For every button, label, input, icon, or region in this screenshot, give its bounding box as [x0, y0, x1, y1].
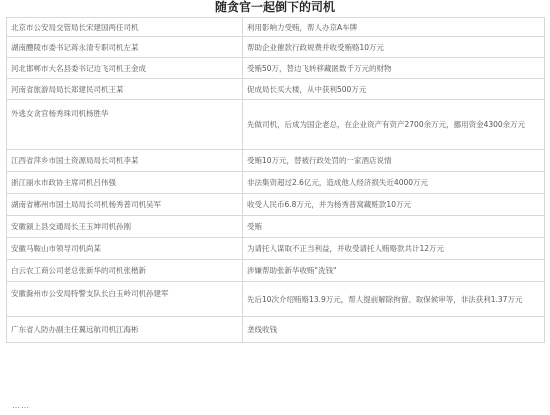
- table-row: [7, 79, 545, 100]
- detail-cell: 利用影响力受贿，帮人办京A车牌: [243, 18, 545, 37]
- driver-name-cell: 湖南省郴州市国土局局长司机杨秀普司机吴军: [7, 194, 243, 216]
- ellipsis: ……: [12, 401, 30, 410]
- detail-cell: 受贿50万，替边飞转移藏匿数千万元的财物: [243, 58, 545, 79]
- detail-cell: 收受人民币6.8万元，并为杨秀普窝藏赃款10万元: [243, 194, 545, 216]
- driver-name-cell: 安徽马鞍山市领导司机尚某: [7, 238, 243, 260]
- table-row: [7, 150, 545, 172]
- detail-cell: 促成局长买大楼，从中获利500万元: [243, 79, 545, 100]
- driver-name-cell: 北京市公安局交管局长宋建国两任司机: [7, 18, 243, 37]
- detail-cell: 垄线收钱: [243, 317, 545, 343]
- driver-name-cell: 河北邯郸市大名县委书记边飞司机王金成: [7, 58, 243, 79]
- detail-cell: 受贿: [243, 216, 545, 238]
- detail-cell: 先后10次介绍贿赂13.9万元，帮人提前解除拘留、取保候审等，非法获利1.37万元: [243, 282, 545, 317]
- table-row: [7, 216, 545, 238]
- table-row: [7, 282, 545, 317]
- table-row: [7, 18, 545, 37]
- table-row: [7, 58, 545, 79]
- driver-table: [6, 17, 545, 343]
- detail-cell: 涉嫌帮助张新华收贿"洗钱": [243, 260, 545, 282]
- page-title: 随贪官一起倒下的司机: [214, 0, 335, 14]
- detail-cell: 帮助企业催款行政规费并收受贿赂10万元: [243, 37, 545, 58]
- table-row: [7, 194, 545, 216]
- table-row: [7, 37, 545, 58]
- driver-name-cell: 白云农工商公司老总张新华的司机张楷新: [7, 260, 243, 282]
- table-row: [7, 100, 545, 150]
- driver-name-cell: 湖南醴陵市委书记蒋永清专职司机左某: [7, 37, 243, 58]
- detail-cell: 为请托人谋取不正当利益，并收受请托人贿赂款共计12万元: [243, 238, 545, 260]
- driver-name-cell: 江西省萍乡市国土资源局局长司机李某: [7, 150, 243, 172]
- detail-cell: 先做司机，后成为国企老总，在企业资产有资产2700余万元，挪用资金4300余万元: [243, 100, 545, 150]
- driver-name-cell: 安徽颍上县交通局长王玉坤司机孙刚: [7, 216, 243, 238]
- driver-name-cell: 浙江丽水市政协主席司机吕伟强: [7, 172, 243, 194]
- driver-name-cell: 安徽滁州市公安局特警支队长白玉岭司机孙建军: [7, 282, 243, 317]
- driver-name-cell: 广东省人防办副主任翼远航司机江海彬: [7, 317, 243, 343]
- detail-cell: 受贿10万元，替被行政处罚的一家酒店说情: [243, 150, 545, 172]
- table-row: [7, 172, 545, 194]
- table-row: [7, 260, 545, 282]
- table-row: [7, 238, 545, 260]
- driver-name-cell: 外逃女贪官杨秀珠司机杨胜华: [7, 100, 243, 150]
- table-row: [7, 317, 545, 343]
- detail-cell: 非法集资超过2.6亿元，造成他人经济损失近4000万元: [243, 172, 545, 194]
- driver-name-cell: 河南省旅游局局长郑建民司机王某: [7, 79, 243, 100]
